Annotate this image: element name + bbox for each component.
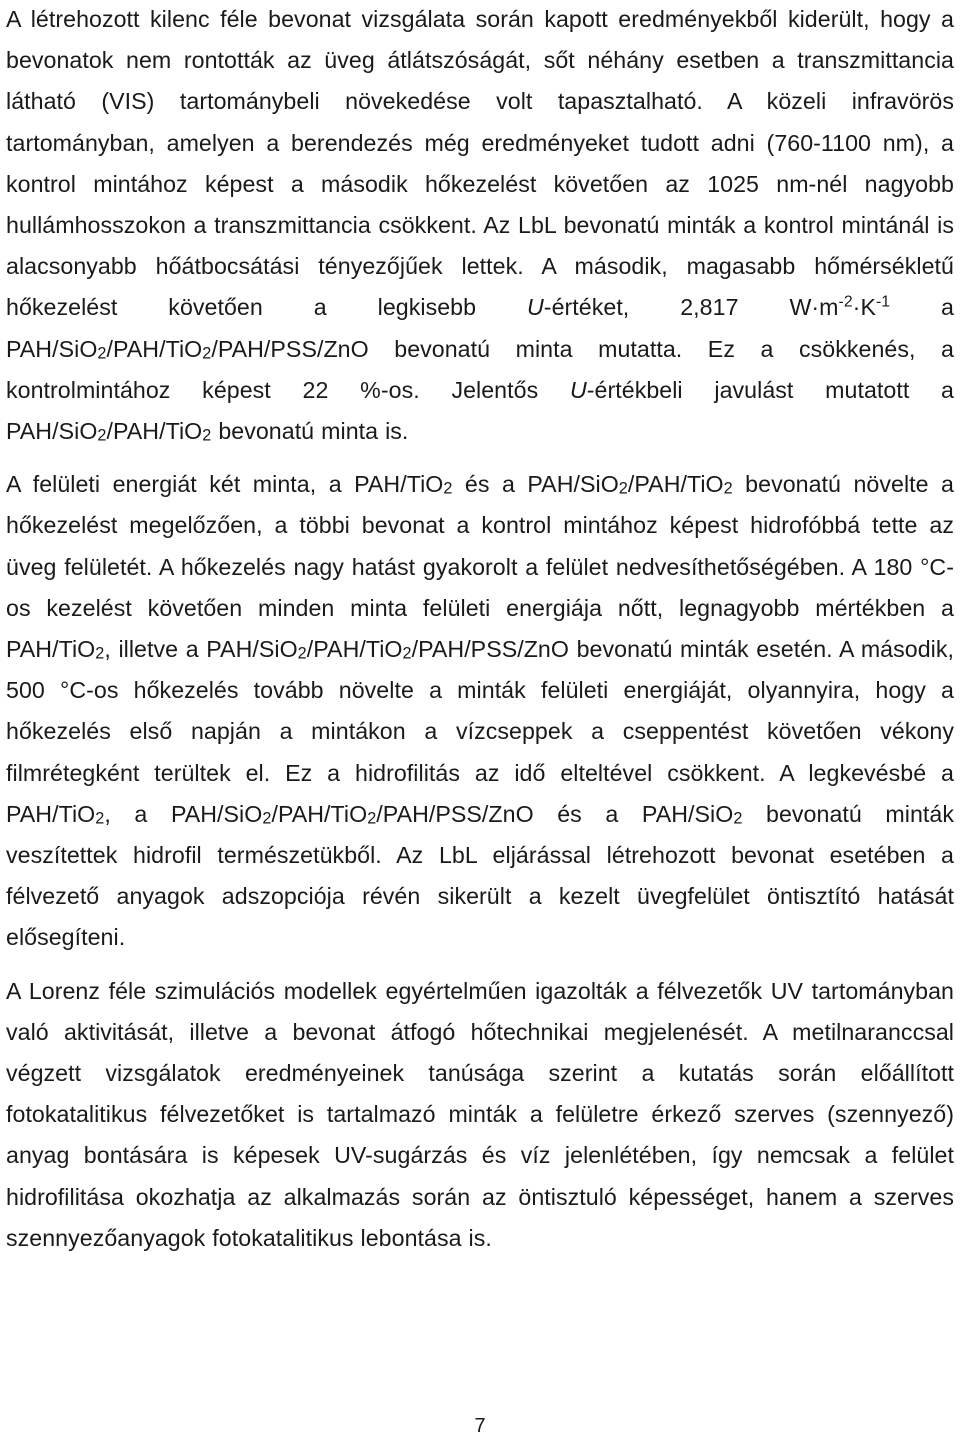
- text-segment: /PAH/TiO: [271, 800, 368, 827]
- text-segment: /PAH/TiO: [106, 418, 203, 445]
- text-segment: U: [527, 294, 544, 321]
- text-segment: /PAH/TiO: [306, 636, 403, 663]
- text-segment: 2: [733, 809, 743, 828]
- text-segment: U: [569, 376, 587, 403]
- text-segment: és a PAH/SiO: [452, 471, 619, 498]
- text-segment: 2: [402, 644, 412, 663]
- text-segment: -értékbeli javulást mutatott a PAH/SiO: [6, 376, 955, 445]
- text-segment: 2: [202, 344, 212, 363]
- text-segment: /PAH/PSS/ZnO és a PAH/SiO: [376, 800, 734, 827]
- text-segment: 2: [618, 479, 628, 498]
- text-segment: , illetve a PAH/SiO: [104, 636, 298, 663]
- text-segment: 2: [443, 479, 453, 498]
- text-segment: a PAH/SiO: [6, 294, 954, 362]
- paragraph-results-transmittance: [6, 0, 954, 452]
- text-segment: 2: [367, 809, 377, 828]
- text-segment: 2: [95, 809, 105, 828]
- document-page: [6, 0, 954, 1259]
- text-segment: 2: [262, 809, 272, 828]
- text-segment: /PAH/PSS/ZnO bevonatú minta mutatta. Ez a csökkenés, a kontrolmintához képest 22 %-os. Jelentős: [6, 335, 954, 403]
- text-segment: /PAH/PSS/ZnO bevonatú minták esetén. A második, 500 °C-os hőkezelés tovább növelte a minták felületi energiáját, olyannyira, hogy a hőkezelés első napján a mintákon a vízcseppek a cseppentést követően vékony filmrétegként terültek el. Ez a hidrofilitás az idő elteltével csökkent. A legkevésbé a PAH/TiO: [6, 636, 955, 827]
- text-segment: A létrehozott kilenc féle bevonat vizsgálata során kapott eredményekből kiderült, hogy a bevonatok nem rontották az üveg átlátszóságát, sőt néhány esetben a transzmittancia látható (VIS) tartománybeli növekedése volt tapasztalható. A közeli infravörös tartományban, amelyen a berendezés még eredményeket tudott adni (760-1100 nm), a kontrol mintához képest a második hőkezelést követően az 1025 nm-nél nagyobb hullámhosszokon a transzmittancia csökkent. Az LbL bevonatú minták a kontrol mintánál is alacsonyabb hőátbocsátási tényezőjűek lettek. A második, magasabb hőmérsékletű hőkezelést követően a legkisebb: [6, 6, 954, 321]
- text-segment: , a PAH/SiO: [104, 800, 263, 827]
- text-segment: bevonatú növelte a hőkezelést megelőzően, a többi bevonat a kontrol mintához képest hidrofóbbá tette az üveg felületét. A hőkezelés nagy hatást gyakorolt a felület nedvesíthetőségében. A 180 °C-os kezelést követően minden minta felületi energiája nőtt, legnagyobb mértékben a PAH/TiO: [6, 471, 954, 663]
- text-segment: 2: [97, 344, 107, 363]
- text-segment: 2: [297, 644, 307, 663]
- text-segment: -2: [838, 293, 853, 311]
- text-segment: 2: [723, 479, 733, 498]
- page-number: 7: [474, 1415, 486, 1437]
- text-segment: -értéket, 2,817 W·m: [543, 294, 839, 321]
- text-segment: bevonatú minta is.: [211, 418, 409, 445]
- text-segment: -1: [875, 293, 891, 311]
- text-segment: 2: [95, 644, 105, 663]
- text-segment: 2: [202, 426, 212, 445]
- text-segment: /PAH/TiO: [106, 335, 203, 362]
- text-segment: 2: [97, 426, 107, 445]
- text-segment: A felületi energiát két minta, a PAH/TiO: [6, 471, 444, 498]
- text-segment: A Lorenz féle szimulációs modellek egyértelműen igazolták a félvezetők UV tartományban való aktivitását, illetve a bevonat átfogó hőtechnikai megjelenését. A metilnaranccsal végzett vizsgálatok eredményeinek tanúsága szerint a kutatás során előállított fotokatalitikus félvezetőket is tartalmazó minták a felületre érkező szerves (szennyező) anyag bontására is képesek UV-sugárzás és víz jelenlétében, így nemcsak a felület hidrofilitása okozhatja az alkalmazás során az öntisztuló képességet, hanem a szerves szennyezőanyagok fotokatalitikus lebontása is.: [6, 977, 954, 1251]
- text-segment: ·K: [852, 294, 876, 321]
- paragraph-simulation-photocatalysis: [6, 971, 954, 1259]
- text-segment: bevonatú minták veszítettek hidrofil természetükből. Az LbL eljárással létrehozott bevonat esetében a félvezető anyagok adszopciója révén sikerült a kezelt üvegfelület öntisztító hatását elősegíteni.: [6, 800, 955, 951]
- paragraph-surface-energy: [6, 464, 954, 958]
- text-segment: /PAH/TiO: [627, 471, 724, 498]
